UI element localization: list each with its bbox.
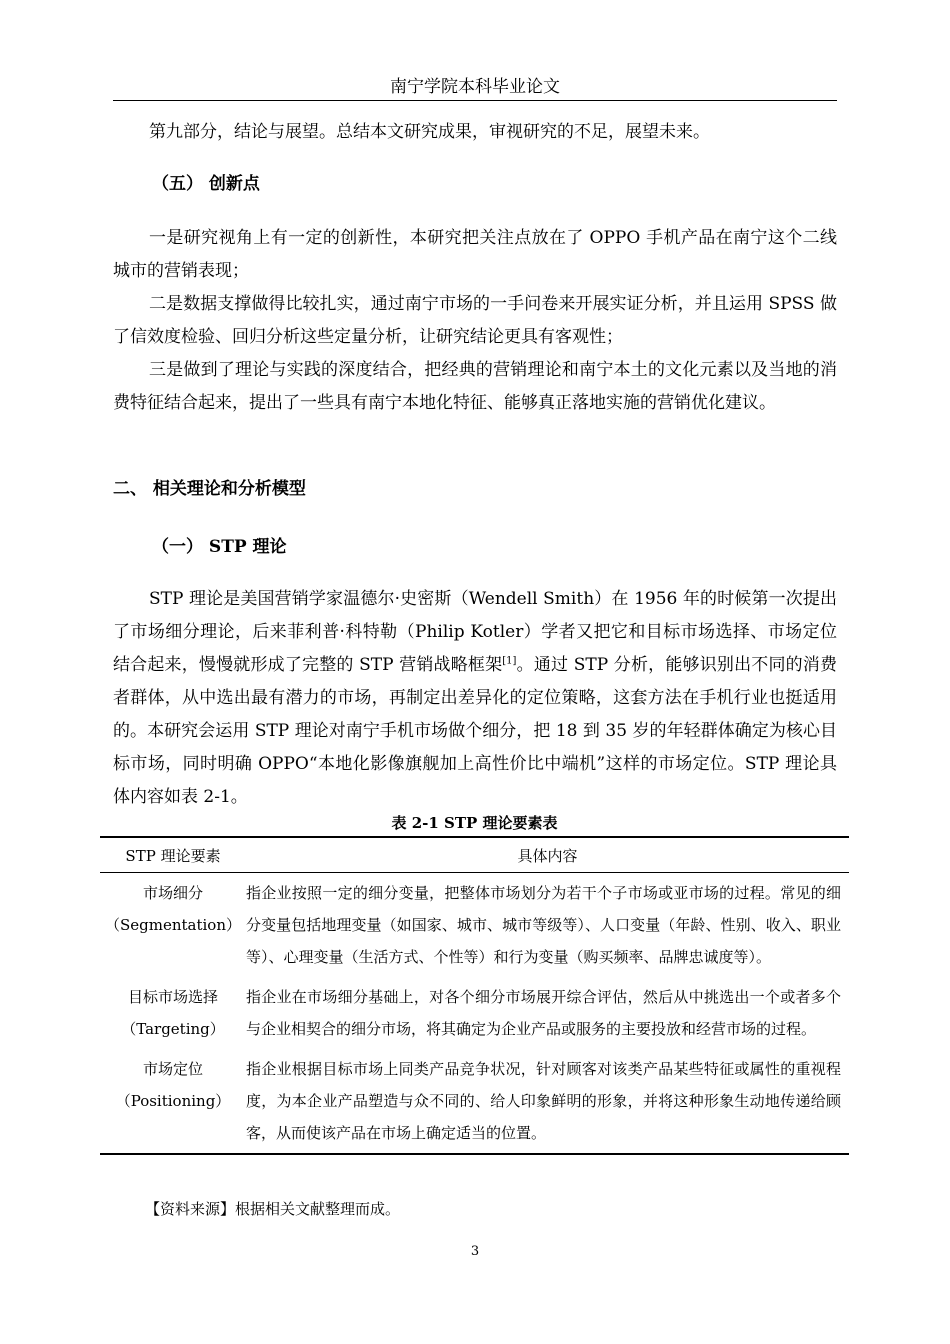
table-row bbox=[100, 1049, 849, 1154]
stp-text-part1: STP 理论是美国营销学家温德尔·史密斯（Wendell Smith）在 1956 年的时候第一次提出了市场细分理论，后来菲利普·科特勒（Philip Kotler）学者又把它和目标市场选择、市场定位结合起来，慢慢就形成了完整的 STP 营销战略框架 bbox=[113, 589, 837, 675]
header-rule bbox=[113, 100, 837, 101]
element-name: 目标市场选择 bbox=[127, 988, 218, 1006]
paragraph-innovation-3: 三是做到了理论与实践的深度结合，把经典的营销理论和南宁本土的文化元素以及当地的消费特征结合起来，提出了一些具有南宁本地化特征、能够真正落地实施的营销优化建议。 bbox=[113, 360, 837, 413]
chapter-heading: 二、 相关理论和分析模型 bbox=[113, 479, 306, 499]
stp-text-part2: 。通过 STP 分析，能够识别出不同的消费者群体，从中选出最有潜力的市场，再制定出差异化的定位策略，这套方法在手机行业也挺适用的。本研究会运用 STP 理论对南宁手机市场做个细分，把 18 到 35 岁的年轻群体确定为核心目标市场，同时明确 OPPO“本地化影像旗舰加上高性价比中端机”这样的市场定位。STP 理论具体内容如表 2-1。 bbox=[113, 655, 837, 807]
running-header: 南宁学院本科毕业论文 bbox=[390, 77, 560, 97]
table-source-note: 【资料来源】根据相关文献整理而成。 bbox=[145, 1200, 401, 1218]
content-cell: 指企业根据目标市场上同类产品竞争状况，针对顾客对该类产品某些特征或属性的重视程度，为本企业产品塑造与众不同的、给人印象鲜明的形象，并将这种形象生动地传递给顾客，从而使该产品在市场上确定适当的位置。 bbox=[246, 1049, 849, 1154]
paragraph-stp bbox=[113, 583, 837, 814]
element-english: （Positioning） bbox=[115, 1092, 231, 1110]
heading-innovation: （五） 创新点 bbox=[152, 174, 260, 194]
content-cell: 指企业按照一定的细分变量，把整体市场划分为若干个子市场或亚市场的过程。常见的细分变量包括地理变量（如国家、城市、城市等级等）、人口变量（年龄、性别、收入、职业等）、心理变量（生活方式、个性等）和行为变量（购买频率、品牌忠诚度等）。 bbox=[246, 884, 841, 966]
element-english: （Targeting） bbox=[121, 1020, 225, 1038]
element-cell bbox=[100, 1049, 246, 1154]
table-row bbox=[100, 873, 849, 978]
paragraph-innovation-1: 一是研究视角上有一定的创新性，本研究把关注点放在了 OPPO 手机产品在南宁这个二线城市的营销表现； bbox=[113, 228, 837, 281]
paragraph-innovation-2: 二是数据支撑做得比较扎实，通过南宁市场的一手问卷来开展实证分析，并且运用 SPSS 做了信效度检验、回归分析这些定量分析，让研究结论更具有客观性； bbox=[113, 294, 837, 347]
content-cell: 指企业在市场细分基础上，对各个细分市场展开综合评估，然后从中挑选出一个或者多个与企业相契合的细分市场，将其确定为企业产品或服务的主要投放和经营市场的过程。 bbox=[246, 988, 841, 1038]
column-header-element: STP 理论要素 bbox=[100, 837, 246, 873]
column-header-content: 具体内容 bbox=[246, 837, 849, 873]
stp-table bbox=[100, 836, 849, 1155]
table-caption: 表 2-1 STP 理论要素表 bbox=[391, 814, 558, 832]
paragraph-part9: 第九部分，结论与展望。总结本文研究成果，审视研究的不足，展望未来。 bbox=[149, 122, 710, 142]
element-name: 市场细分 bbox=[142, 884, 203, 902]
table-row bbox=[100, 977, 849, 1049]
element-name: 市场定位 bbox=[142, 1060, 203, 1078]
page-number: 3 bbox=[470, 1244, 480, 1259]
element-cell bbox=[100, 873, 246, 978]
citation-ref[interactable]: [1] bbox=[502, 655, 517, 667]
element-cell bbox=[100, 977, 246, 1049]
heading-stp: （一） STP 理论 bbox=[152, 537, 287, 557]
table-header-row bbox=[100, 837, 849, 873]
element-english: （Segmentation） bbox=[104, 916, 241, 934]
